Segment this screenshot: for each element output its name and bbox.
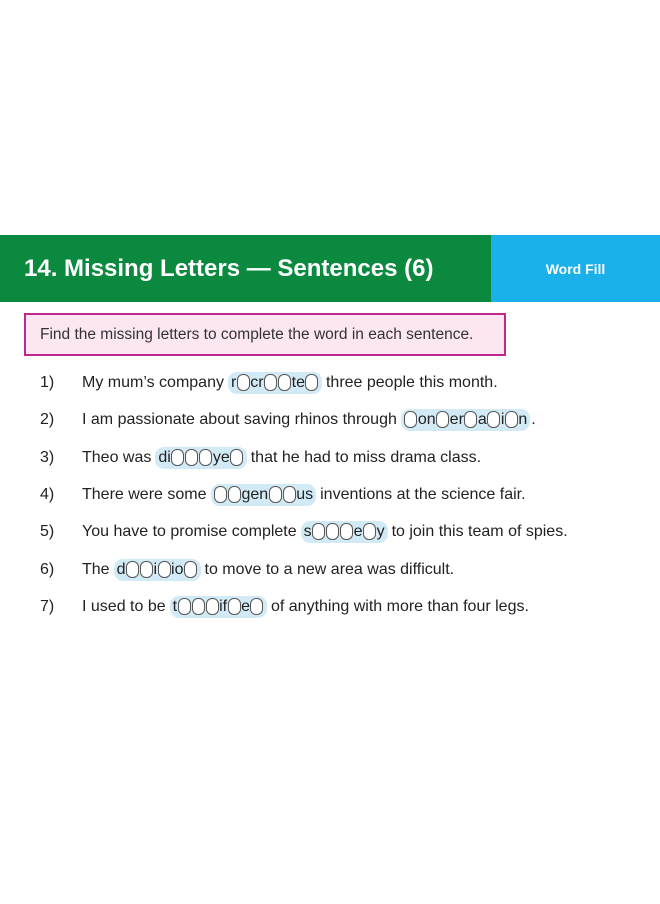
sentence-start: There were some xyxy=(82,485,207,503)
given-letters: i xyxy=(500,410,505,428)
question-sentence xyxy=(82,372,498,394)
question-number: 1) xyxy=(40,373,55,391)
letter-box[interactable] xyxy=(404,411,417,428)
letter-box[interactable] xyxy=(250,598,263,615)
letter-box[interactable] xyxy=(230,449,243,466)
letter-box[interactable] xyxy=(278,374,291,391)
sentence-end: . xyxy=(531,410,536,428)
given-letters: s xyxy=(303,522,312,540)
letter-box[interactable] xyxy=(178,598,191,615)
letter-box[interactable] xyxy=(363,523,376,540)
page-header xyxy=(0,235,660,302)
given-letters: di xyxy=(158,448,171,466)
given-letters: er xyxy=(449,410,464,428)
letter-box[interactable] xyxy=(140,561,153,578)
missing-letters-word xyxy=(211,484,317,506)
letter-box[interactable] xyxy=(184,561,197,578)
missing-letters-word xyxy=(114,559,201,581)
sentence-end: to join this team of spies. xyxy=(391,522,568,540)
given-letters: io xyxy=(171,560,184,578)
letter-box[interactable] xyxy=(487,411,500,428)
given-letters: e xyxy=(353,522,363,540)
question-number: 2) xyxy=(40,410,55,428)
question-number: 7) xyxy=(40,597,55,615)
given-letters: a xyxy=(477,410,487,428)
given-letters: on xyxy=(417,410,436,428)
given-letters: r xyxy=(230,373,237,391)
question-number: 4) xyxy=(40,485,55,503)
question-sentence xyxy=(82,559,454,581)
missing-letters-word xyxy=(155,447,246,469)
letter-box[interactable] xyxy=(340,523,353,540)
letter-box[interactable] xyxy=(464,411,477,428)
given-letters: cr xyxy=(250,373,264,391)
letter-box[interactable] xyxy=(283,486,296,503)
letter-box[interactable] xyxy=(326,523,339,540)
letter-box[interactable] xyxy=(264,374,277,391)
letter-box[interactable] xyxy=(126,561,139,578)
missing-letters-word xyxy=(228,372,322,394)
sentence-start: I used to be xyxy=(82,597,166,615)
question-number: 5) xyxy=(40,522,55,540)
sentence-end: that he had to miss drama class. xyxy=(250,448,482,466)
missing-letters-word xyxy=(401,409,530,431)
given-letters: if xyxy=(219,597,228,615)
letter-box[interactable] xyxy=(158,561,171,578)
given-letters: t xyxy=(172,597,178,615)
sentence-end: to move to a new area was difficult. xyxy=(204,560,455,578)
question-sentence xyxy=(82,596,529,618)
letter-box[interactable] xyxy=(436,411,449,428)
section-tag: Word Fill xyxy=(491,235,660,302)
letter-box[interactable] xyxy=(192,598,205,615)
given-letters: us xyxy=(296,485,314,503)
sentence-start: I am passionate about saving rhinos through xyxy=(82,410,397,428)
question-number: 3) xyxy=(40,448,55,466)
instructions-box: Find the missing letters to complete the word in each sentence. xyxy=(24,313,506,356)
sentence-start: The xyxy=(82,560,110,578)
sentence-end: three people this month. xyxy=(325,373,498,391)
letter-box[interactable] xyxy=(228,598,241,615)
missing-letters-word xyxy=(301,521,388,543)
sentence-start: You have to promise complete xyxy=(82,522,297,540)
question-sentence xyxy=(82,521,568,543)
given-letters: gen xyxy=(241,485,269,503)
given-letters: d xyxy=(116,560,126,578)
letter-box[interactable] xyxy=(505,411,518,428)
letter-box[interactable] xyxy=(206,598,219,615)
letter-box[interactable] xyxy=(237,374,250,391)
letter-box[interactable] xyxy=(312,523,325,540)
question-number: 6) xyxy=(40,560,55,578)
given-letters: y xyxy=(376,522,385,540)
letter-box[interactable] xyxy=(185,449,198,466)
given-letters: e xyxy=(241,597,250,615)
letter-box[interactable] xyxy=(305,374,318,391)
letter-box[interactable] xyxy=(199,449,212,466)
letter-box[interactable] xyxy=(214,486,227,503)
letter-box[interactable] xyxy=(171,449,184,466)
sentence-start: Theo was xyxy=(82,448,152,466)
letter-box[interactable] xyxy=(228,486,241,503)
sentence-end: inventions at the science fair. xyxy=(320,485,526,503)
given-letters: n xyxy=(518,410,528,428)
page-title: 14. Missing Letters — Sentences (6) xyxy=(0,235,491,302)
question-sentence xyxy=(82,447,481,469)
given-letters: ye xyxy=(212,448,230,466)
missing-letters-word xyxy=(170,596,267,618)
given-letters: i xyxy=(153,560,158,578)
given-letters: te xyxy=(291,373,305,391)
sentence-start: My mum’s company xyxy=(82,373,224,391)
question-sentence xyxy=(82,409,536,431)
question-sentence xyxy=(82,484,526,506)
sentence-end: of anything with more than four legs. xyxy=(270,597,529,615)
letter-box[interactable] xyxy=(269,486,282,503)
